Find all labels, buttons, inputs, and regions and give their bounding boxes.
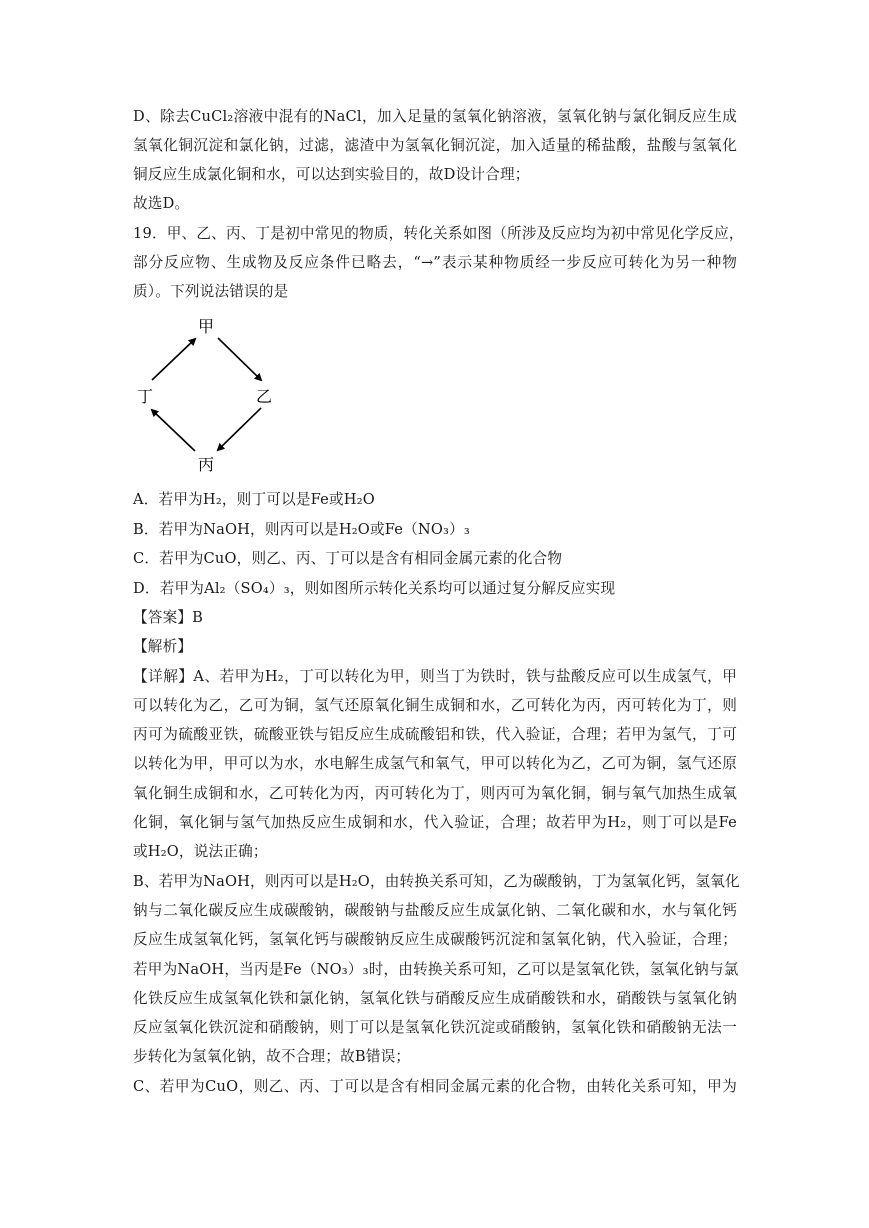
explanation-line: 化铜，氧化铜与氢气加热反应生成铜和水，代入验证，合理；故若甲为H₂，则丁可以是Fe xyxy=(133,814,737,831)
option-c: C．若甲为CuO，则乙、丙、丁可以是含有相同金属元素的化合物 xyxy=(133,550,563,567)
question-stem: 质）。下列说法错误的是 xyxy=(133,283,289,300)
arrow-ding-to-jia xyxy=(152,339,195,380)
explanation-line: B、若甲为NaOH，则丙可以是H₂O，由转换关系可知，乙为碳酸钠，丁为氢氧化钙，氢氧化 xyxy=(133,873,740,890)
text-line: 氢氧化铜沉淀和氯化钠，过滤，滤渣中为氢氧化铜沉淀，加入适量的稀盐酸，盐酸与氢氧化 xyxy=(133,137,737,154)
explanation-line: 氧化铜生成铜和水，乙可转化为丙，丙可转化为丁，则丙可为氧化铜，铜与氧气加热生成氧 xyxy=(133,785,737,802)
explanation-line: 反应生成氢氧化钙，氢氧化钙与碳酸钠反应生成碳酸钙沉淀和氢氧化钠，代入验证，合理； xyxy=(133,931,737,948)
node-jia: 甲 xyxy=(198,317,215,336)
explanation-line: 【详解】A、若甲为H₂，丁可以转化为甲，则当丁为铁时，铁与盐酸反应可以生成氢气，甲 xyxy=(133,668,737,685)
explanation-line: 可以转化为乙，乙可为铜，氢气还原氧化铜生成铜和水，乙可转化为丙，丙可转化为丁，则 xyxy=(133,697,737,714)
arrow-jia-to-yi xyxy=(218,338,261,380)
explanation-line: 以转化为甲，甲可以为水，水电解生成氢气和氧气，甲可以转化为乙，乙可为铜，氢气还原 xyxy=(133,755,737,772)
explanation-line: 丙可为硫酸亚铁，硫酸亚铁与铝反应生成硫酸铝和铁，代入验证，合理；若甲为氢气，丁可 xyxy=(133,726,737,743)
conversion-diagram xyxy=(120,312,290,482)
option-b: B．若甲为NaOH，则丙可以是H₂O或Fe（NO₃）₃ xyxy=(133,521,470,538)
text-line: D、除去CuCl₂溶液中混有的NaCl，加入足量的氢氧化钠溶液，氢氧化钠与氯化铜反应生成 xyxy=(133,108,737,125)
explanation-line: 或H₂O，说法正确； xyxy=(133,843,268,860)
explanation-line: 步转化为氢氧化钠，故不合理；故B错误； xyxy=(133,1048,411,1065)
arrow-bing-to-ding xyxy=(152,410,195,451)
explanation-line: C、若甲为CuO，则乙、丙、丁可以是含有相同金属元素的化合物，由转化关系可知，甲为 xyxy=(133,1078,737,1095)
node-yi: 乙 xyxy=(256,387,273,406)
analysis-heading: 【解析】 xyxy=(133,638,193,655)
question-stem: 19．甲、乙、丙、丁是初中常见的物质，转化关系如图（所涉及反应均为初中常见化学反应， xyxy=(133,225,744,242)
answer-line: 【答案】B xyxy=(133,609,204,626)
node-ding: 丁 xyxy=(137,387,154,406)
question-stem: 部分反应物、生成物及反应条件已略去，“→”表示某种物质经一步反应可转化为另一种物 xyxy=(133,254,737,271)
text-line: 故选D。 xyxy=(133,195,190,212)
arrow-yi-to-bing xyxy=(218,408,261,450)
option-a: A．若甲为H₂，则丁可以是Fe或H₂O xyxy=(133,491,375,508)
explanation-line: 反应氢氧化铁沉淀和硝酸钠，则丁可以是氢氧化铁沉淀或硝酸钠，氢氧化铁和硝酸钠无法一 xyxy=(133,1019,737,1036)
explanation-line: 若甲为NaOH，当丙是Fe（NO₃）₃时，由转换关系可知，乙可以是氢氧化铁，氢氧化钠与氯 xyxy=(133,961,739,978)
text-line: 铜反应生成氯化铜和水，可以达到实验目的，故D设计合理； xyxy=(133,166,530,183)
node-bing: 丙 xyxy=(198,455,215,474)
explanation-line: 化铁反应生成氢氧化铁和氯化钠，氢氧化铁与硝酸反应生成硝酸铁和水，硝酸铁与氢氧化钠 xyxy=(133,990,737,1007)
explanation-line: 钠与二氧化碳反应生成碳酸钠，碳酸钠与盐酸反应生成氯化钠、二氧化碳和水，水与氧化钙 xyxy=(133,902,737,919)
option-d: D．若甲为Al₂（SO₄）₃，则如图所示转化关系均可以通过复分解反应实现 xyxy=(133,580,616,597)
